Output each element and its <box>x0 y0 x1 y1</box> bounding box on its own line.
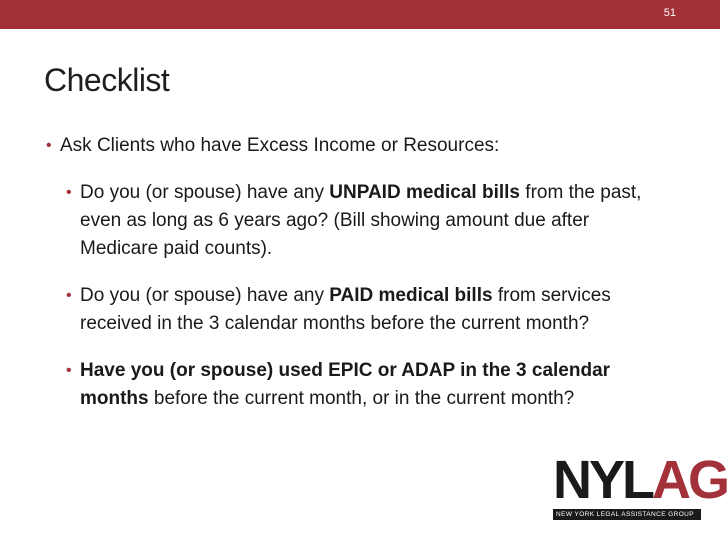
logo-tagline: NEW YORK LEGAL ASSISTANCE GROUP <box>553 509 701 520</box>
sub-bullet-epic-adap <box>66 357 670 413</box>
bullet-list <box>46 132 686 413</box>
slide-number: 51 <box>663 7 676 19</box>
slide-title: Checklist <box>44 62 170 98</box>
sub-bullet-text-post: from services received in the 3 calendar months before the current month? <box>80 285 611 334</box>
sub-bullet-text-pre: Do you (or spouse) have any <box>80 285 330 306</box>
sub-bullet-text-pre: Do you (or spouse) have any <box>80 182 330 203</box>
bullet-level-1 <box>46 132 686 160</box>
header-bar <box>0 0 720 29</box>
bullet-dot-icon: • <box>66 362 72 379</box>
bullet-dot-icon: • <box>66 184 72 201</box>
bullet-text: Ask Clients who have Excess Income or Resources: <box>60 135 500 156</box>
sub-bullet-text-bold: PAID medical bills <box>329 285 493 306</box>
sub-bullet-text-bold: Have you (or spouse) used EPIC or ADAP in the 3 calendar months <box>80 360 611 409</box>
bullet-dot-icon: • <box>66 287 72 304</box>
sub-bullet-text-bold: UNPAID medical bills <box>329 182 521 203</box>
bullet-dot-icon: • <box>46 137 52 154</box>
logo-wordmark: NYLAG <box>553 450 727 510</box>
nylag-logo <box>553 450 727 522</box>
sub-bullet-unpaid-bills <box>66 179 670 263</box>
sub-bullet-text-post: before the current month, or in the current month? <box>148 388 575 409</box>
sub-bullet-paid-bills <box>66 282 670 338</box>
sub-bullet-text-post: from the past, even as long as 6 years ago? (Bill showing amount due after Medicare paid counts). <box>80 182 642 259</box>
